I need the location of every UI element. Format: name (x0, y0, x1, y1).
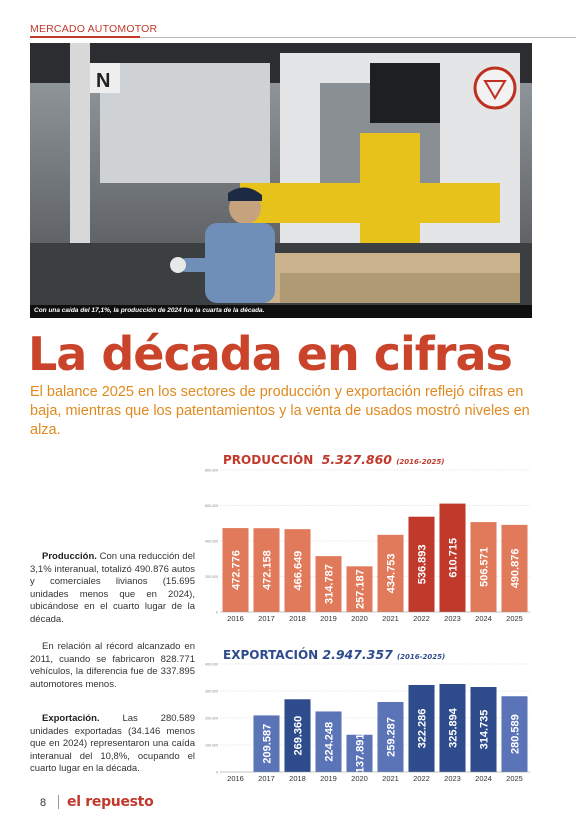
production-chart-label: PRODUCCIÓN (223, 453, 314, 467)
export-xtick-label-2023: 2023 (444, 774, 461, 783)
export-total: 2.947.357 (322, 647, 393, 662)
section-label: MERCADO AUTOMOTOR (30, 23, 158, 35)
production-xtick-label-2020: 2020 (351, 614, 368, 623)
export-value-label-2022: 322.286 (416, 708, 429, 749)
production-ytick-label: 600.000 (205, 504, 218, 508)
export-value-label-2024: 314.735 (478, 709, 491, 750)
footer-divider (58, 795, 59, 809)
record-body: En relación al récord alcanzado en 2011, cuando se fabricaron 828.771 vehículos, la diferencia fue de 337.895 automotores menos. (30, 641, 195, 690)
production-bar-chart (196, 462, 536, 628)
photo-caption: Con una caída del 17,1%, la producción de 2024 fue la cuarta de la década. (30, 305, 532, 318)
export-xtick-label-2021: 2021 (382, 774, 399, 783)
header-rule (140, 37, 576, 38)
production-paragraph (30, 551, 195, 627)
section-underline (30, 36, 140, 38)
export-xtick-label-2020: 2020 (351, 774, 368, 783)
publication-logo: el repuesto (67, 794, 154, 810)
export-body: Las 280.589 unidades exportadas (34.146 menos que en 2024) representaron una caída interanual del 10,8%, ocupando el cuarto lugar en la década. (30, 713, 196, 775)
production-xtick-label-2018: 2018 (289, 614, 306, 623)
production-value-label-2023: 610.715 (447, 537, 460, 578)
export-paragraph (30, 713, 195, 776)
production-body: Con una reducción del 3,1% interanual, totalizó 490.876 autos y comerciales livianos (15.695 unidades menos que en 2024), ubicándose en el cuarto lugar de la década. (30, 551, 195, 625)
export-ytick-label: 400.000 (205, 662, 218, 667)
assembly-line-illustration (30, 43, 532, 318)
production-period: (2016-2025) (396, 458, 445, 466)
production-value-label-2020: 257.187 (354, 569, 367, 610)
production-xtick-label-2023: 2023 (444, 614, 461, 623)
production-xtick-label-2016: 2016 (227, 614, 244, 623)
export-bar-chart (196, 660, 536, 786)
export-ytick-label: 0 (216, 770, 218, 775)
production-value-label-2025: 490.876 (509, 548, 522, 589)
export-xtick-label-2016: 2016 (227, 774, 244, 783)
export-xtick-label-2024: 2024 (475, 774, 492, 783)
record-paragraph (30, 641, 195, 691)
export-xtick-label-2017: 2017 (258, 774, 275, 783)
article-title: La década en cifras (28, 327, 512, 381)
production-total: 5.327.860 (321, 452, 393, 467)
production-xtick-label-2017: 2017 (258, 614, 275, 623)
production-xtick-label-2021: 2021 (382, 614, 399, 623)
production-value-label-2024: 506.571 (478, 547, 491, 587)
export-value-label-2018: 269.360 (292, 715, 305, 756)
production-value-label-2016: 472.776 (230, 550, 243, 590)
production-value-label-2022: 536.893 (416, 544, 429, 585)
export-ytick-label: 300.000 (205, 689, 218, 694)
export-value-label-2017: 209.587 (261, 723, 274, 764)
production-xtick-label-2024: 2024 (475, 614, 492, 623)
export-xtick-label-2025: 2025 (506, 774, 523, 783)
production-ytick-label: 200.000 (205, 575, 218, 579)
export-chart-label: EXPORTACIÓN (223, 648, 319, 662)
export-ytick-label: 100.000 (205, 743, 218, 748)
production-ytick-label: 0 (216, 610, 218, 615)
export-ytick-label: 200.000 (205, 716, 218, 721)
production-value-label-2017: 472.158 (261, 550, 274, 590)
export-value-label-2025: 280.589 (509, 714, 522, 755)
article-lede: El balance 2025 en los sectores de producción y exportación reflejó cifras en baja, mientras que los patentamientos y la venta de usados mostró niveles en alza. (30, 384, 530, 438)
export-xtick-label-2018: 2018 (289, 774, 306, 783)
production-xtick-label-2025: 2025 (506, 614, 523, 623)
production-value-label-2018: 466.649 (292, 550, 305, 591)
production-ytick-label: 800.000 (205, 468, 218, 473)
export-value-label-2020: 137.891 (354, 733, 367, 774)
page-number: 8 (40, 797, 47, 809)
production-ytick-label: 400.000 (205, 539, 218, 544)
export-value-label-2019: 224.248 (323, 721, 336, 762)
export-xtick-label-2022: 2022 (413, 774, 430, 783)
production-value-label-2019: 314.787 (323, 564, 336, 604)
production-xtick-label-2019: 2019 (320, 614, 337, 623)
svg-text:N: N (96, 70, 111, 92)
export-period: (2016-2025) (396, 653, 446, 661)
factory-photo (30, 43, 532, 318)
production-lead: Producción. (42, 551, 97, 562)
export-value-label-2023: 325.894 (447, 708, 460, 748)
export-xtick-label-2019: 2019 (320, 774, 337, 783)
production-value-label-2021: 434.753 (385, 553, 398, 594)
production-xtick-label-2022: 2022 (413, 614, 430, 623)
export-lead: Exportación. (42, 713, 100, 724)
export-value-label-2021: 259.287 (385, 717, 398, 757)
